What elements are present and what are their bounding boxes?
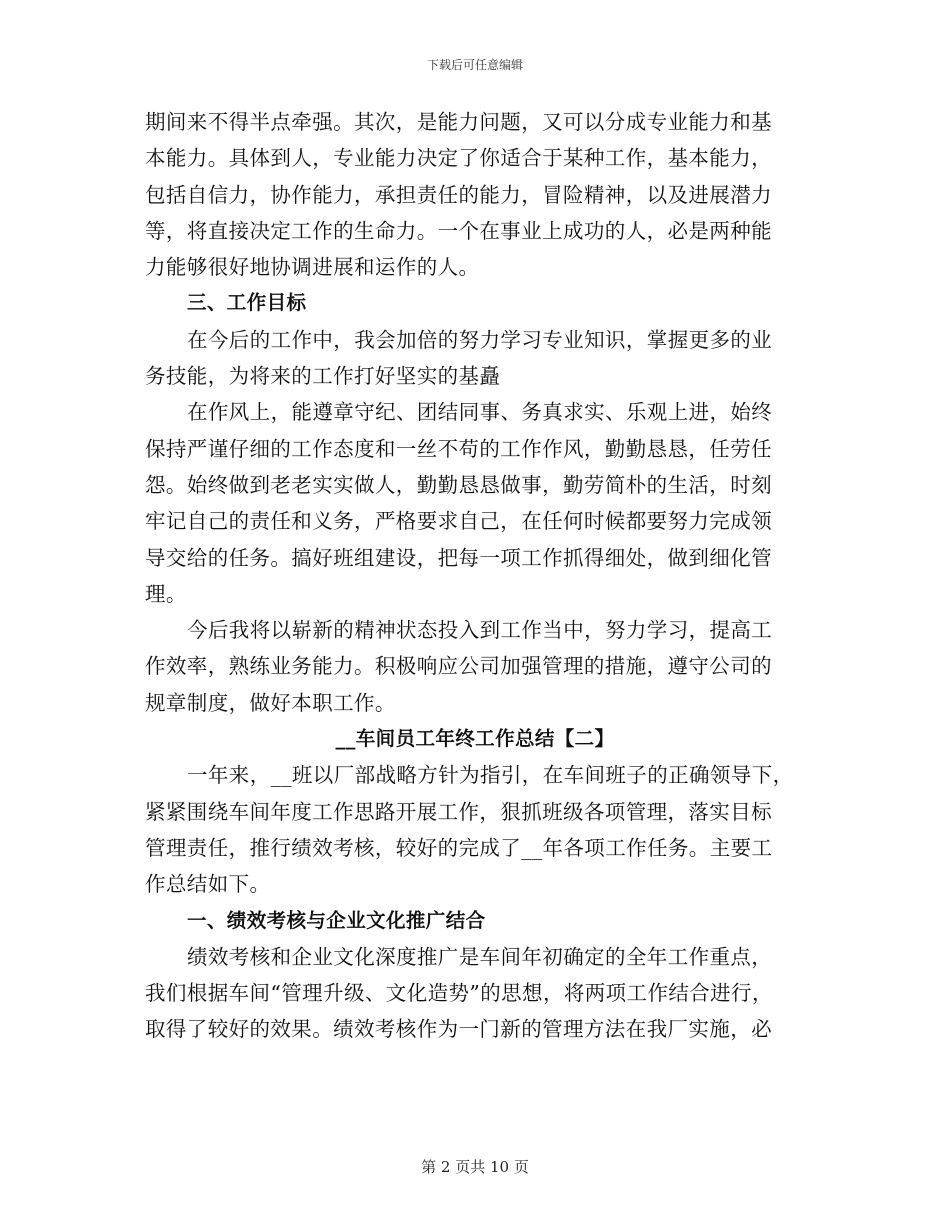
text-line: 包括自信力，协作能力，承担责任的能力，冒险精神，以及进展潜力 — [145, 182, 772, 207]
text-line: 作效率，熟练业务能力。积极响应公司加强管理的措施，遵守公司的 — [145, 654, 772, 679]
document-body — [145, 104, 805, 1048]
text-line: 理。 — [145, 581, 187, 606]
text-line: 一年来，__班以厂部战略方针为指引，在车间班子的正确领导下， — [187, 763, 794, 788]
text-line: 务技能，为将来的工作打好坚实的基矗 — [145, 364, 501, 389]
section-heading: 一、绩效考核与企业文化推广结合 — [187, 908, 486, 932]
text-line: 管理责任，推行绩效考核，较好的完成了__年各项工作任务。主要工 — [145, 835, 773, 860]
page-footer: 第 2 页共 10 页 — [421, 1158, 529, 1176]
text-line: 等，将直接决定工作的生命力。一个在事业上成功的人，必是两种能 — [145, 218, 772, 243]
text-line: 保持严谨仔细的工作态度和一丝不苟的工作作风，勤勤恳恳，任劳任 — [145, 436, 772, 461]
text-line: 今后我将以崭新的精神状态投入到工作当中，努力学习，提高工 — [187, 618, 773, 643]
text-line: 牢记自己的责任和义务，严格要求自己，在任何时候都要努力完成领 — [145, 509, 772, 534]
text-line: 作总结如下。 — [145, 872, 271, 897]
text-line: 规章制度，做好本职工作。 — [145, 690, 396, 715]
text-line: 取得了较好的效果。绩效考核作为一门新的管理方法在我厂实施，必 — [145, 1017, 772, 1042]
text-line: 我们根据车间“管理升级、文化造势”的思想，将两项工作结合进行， — [145, 981, 773, 1006]
text-line: 绩效考核和企业文化深度推广是车间年初确定的全年工作重点， — [187, 944, 773, 969]
text-line: 怨。始终做到老老实实做人，勤勤恳恳做事，勤劳简朴的生活，时刻 — [145, 472, 772, 497]
text-line: 在今后的工作中，我会加倍的努力学习专业知识，掌握更多的业 — [187, 327, 773, 352]
text-line: 在作风上，能遵章守纪、团结同事、务真求实、乐观上进，始终 — [187, 400, 773, 425]
text-line: 力能够很好地协调进展和运作的人。 — [145, 255, 480, 280]
page-header: 下载后可任意编辑 — [426, 58, 523, 72]
text-line: 导交给的任务。搞好班组建设，把每一项工作抓得细处，做到细化管 — [145, 545, 772, 570]
section-heading: __车间员工年终工作总结【二】 — [335, 727, 615, 751]
text-line: 紧紧围绕车间年度工作思路开展工作，狠抓班级各项管理，落实目标 — [145, 799, 772, 824]
section-heading: 三、工作目标 — [187, 291, 307, 315]
text-line: 本能力。具体到人，专业能力决定了你适合于某种工作，基本能力， — [145, 146, 772, 171]
text-line: 期间来不得半点牵强。其次，是能力问题，又可以分成专业能力和基 — [145, 110, 772, 134]
